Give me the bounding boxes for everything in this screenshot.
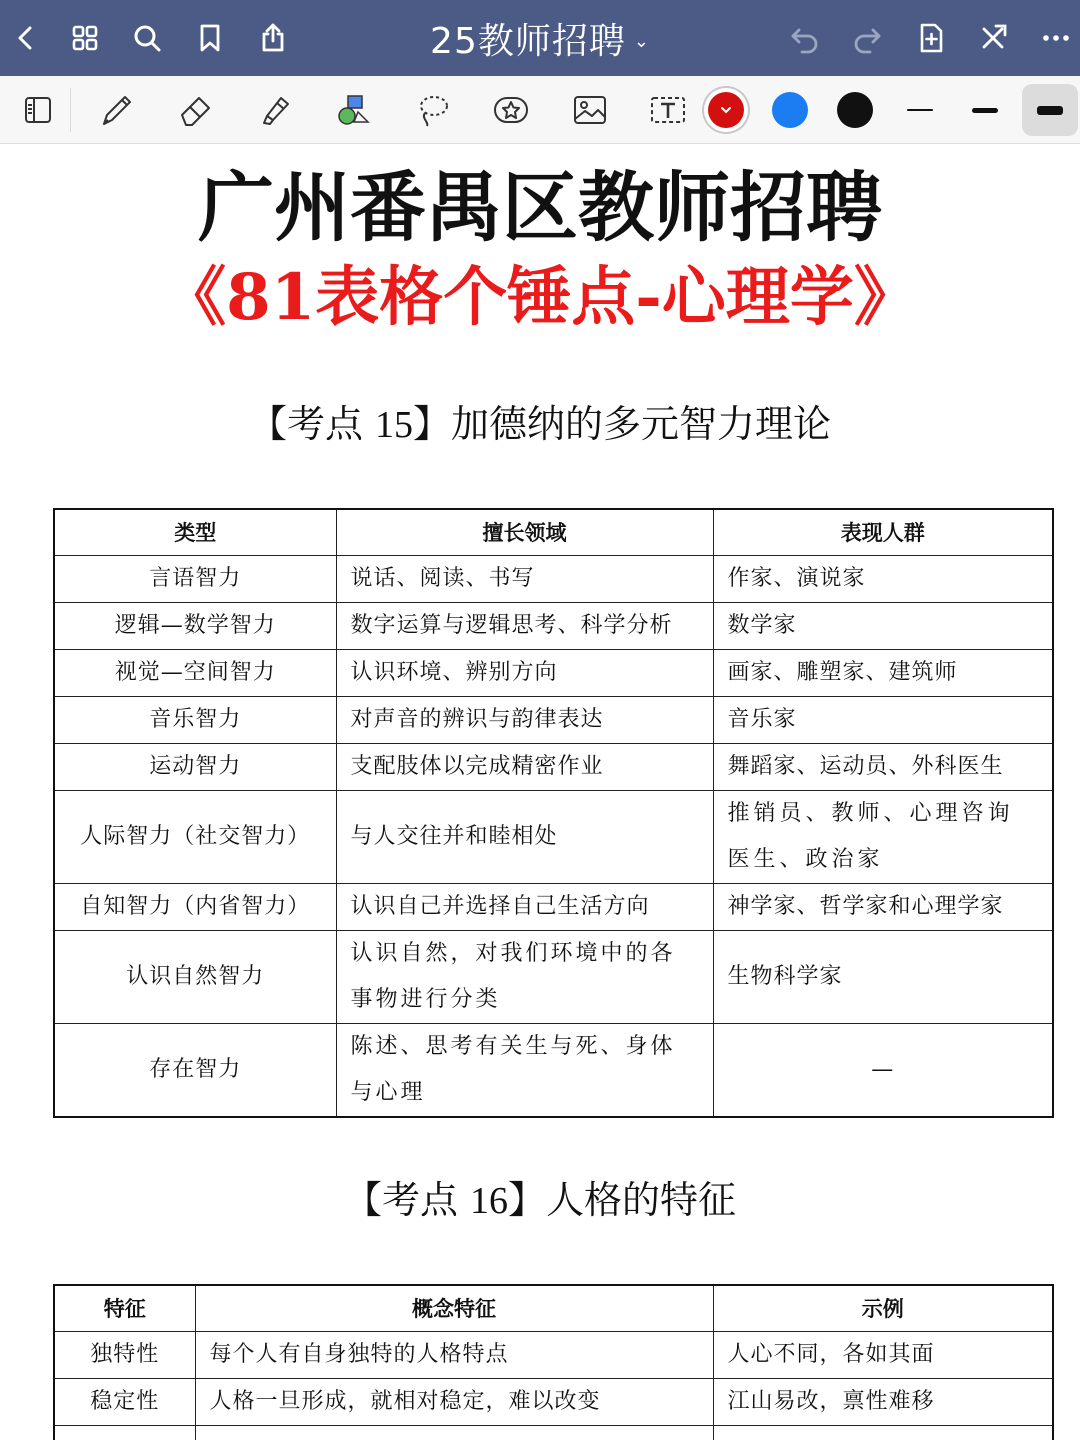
- table-row: [54, 1023, 1053, 1117]
- table-cell: 存在智力: [54, 1023, 336, 1117]
- table-row: [54, 790, 1053, 883]
- search-icon[interactable]: [121, 12, 173, 64]
- table-cell: 说话、阅读、书写: [336, 555, 713, 602]
- document-heading: 广州番禺区教师招聘: [198, 163, 882, 252]
- table-cell: 人格一旦形成，就相对稳定，难以改变: [195, 1378, 713, 1425]
- table-row: [54, 1378, 1053, 1425]
- table-cell: [54, 1425, 195, 1440]
- table-cell: [713, 1425, 1053, 1440]
- table-row: [54, 1425, 1053, 1440]
- table-row: [54, 1331, 1053, 1378]
- grid-icon[interactable]: [59, 12, 111, 64]
- column-header: 表现人群: [713, 509, 1053, 555]
- column-header: 特征: [54, 1285, 195, 1331]
- table-cell: 逻辑—数学智力: [54, 602, 336, 649]
- table-header-row: [54, 1285, 1053, 1331]
- more-icon[interactable]: [1030, 12, 1080, 64]
- table-cell: 支配肢体以完成精密作业: [336, 743, 713, 790]
- table-cell: 推销员、教师、心理咨询医生、政治家: [713, 790, 1053, 883]
- table-row: [54, 696, 1053, 743]
- stroke-thick-option[interactable]: [1022, 84, 1078, 136]
- table-cell: 神学家、哲学家和心理学家: [713, 883, 1053, 930]
- table-row: [54, 930, 1053, 1023]
- intelligence-table: [53, 508, 1054, 1118]
- table-cell: 视觉—空间智力: [54, 649, 336, 696]
- table-cell: 江山易改，禀性难移: [713, 1378, 1053, 1425]
- table-cell: 人际智力（社交智力）: [54, 790, 336, 883]
- column-header: 擅长领域: [336, 509, 713, 555]
- table-cell: 言语智力: [54, 555, 336, 602]
- table-row: [54, 555, 1053, 602]
- section-15-prefix: 【考点: [248, 402, 363, 446]
- eraser-icon[interactable]: [168, 83, 224, 137]
- document-title[interactable]: [340, 12, 740, 64]
- table-cell: 对声音的辨识与韵律表达: [336, 696, 713, 743]
- table-cell: 音乐智力: [54, 696, 336, 743]
- table-cell: —: [713, 1023, 1053, 1117]
- chevron-down-icon: ⌄: [633, 30, 650, 52]
- table-cell: 独特性: [54, 1331, 195, 1378]
- app-titlebar: [0, 0, 1080, 76]
- shapes-icon[interactable]: [326, 83, 382, 137]
- highlighter-icon[interactable]: [247, 83, 303, 137]
- table-cell: 认识自己并选择自己生活方向: [336, 883, 713, 930]
- table-cell: 画家、雕塑家、建筑师: [713, 649, 1053, 696]
- undo-icon[interactable]: [779, 12, 831, 64]
- pen-icon[interactable]: [88, 83, 144, 137]
- section-15-number: 15: [375, 404, 414, 446]
- personality-table: [53, 1284, 1054, 1440]
- stroke-thin-option[interactable]: [892, 84, 948, 136]
- color-red-swatch[interactable]: [708, 92, 744, 128]
- color-black-swatch[interactable]: [837, 92, 873, 128]
- text-box-icon[interactable]: [640, 83, 696, 137]
- color-blue-swatch[interactable]: [772, 92, 808, 128]
- annotation-toolbar: [0, 76, 1080, 144]
- redo-icon[interactable]: [841, 12, 893, 64]
- table-row: [54, 883, 1053, 930]
- share-icon[interactable]: [247, 12, 299, 64]
- table-cell: 认识自然智力: [54, 930, 336, 1023]
- table-row: [54, 649, 1053, 696]
- toolbar-divider: [70, 88, 71, 132]
- document-subheading: 《81表格个锤点-心理学》: [162, 260, 918, 335]
- table-cell: 每个人有自身独特的人格特点: [195, 1331, 713, 1378]
- section-15-title: [0, 398, 1080, 451]
- lasso-icon[interactable]: [405, 83, 461, 137]
- table-cell: 运动智力: [54, 743, 336, 790]
- close-icon[interactable]: [967, 12, 1019, 64]
- column-header: 类型: [54, 509, 336, 555]
- section-15-suffix: 】加德纳的多元智力理论: [413, 402, 832, 446]
- back-icon[interactable]: [0, 12, 52, 64]
- section-16-title: [0, 1174, 1080, 1227]
- sticker-icon[interactable]: [483, 83, 539, 137]
- table-row: [54, 743, 1053, 790]
- table-cell: 生物科学家: [713, 930, 1053, 1023]
- table-cell: 稳定性: [54, 1378, 195, 1425]
- table-cell: 数学家: [713, 602, 1053, 649]
- table-cell: 陈述、思考有关生与死、身体与心理: [336, 1023, 713, 1117]
- document-title-text: 25教师招聘: [430, 20, 626, 62]
- stroke-medium-option[interactable]: [957, 84, 1013, 136]
- section-16-prefix: 【考点: [343, 1178, 458, 1222]
- column-header: 概念特征: [195, 1285, 713, 1331]
- image-icon[interactable]: [562, 83, 618, 137]
- table-cell: 与人交往并和睦相处: [336, 790, 713, 883]
- table-cell: 自知智力（内省智力）: [54, 883, 336, 930]
- table-cell: [195, 1425, 713, 1440]
- column-header: 示例: [713, 1285, 1053, 1331]
- table-header-row: [54, 509, 1053, 555]
- table-row: [54, 602, 1053, 649]
- section-16-suffix: 】人格的特征: [508, 1178, 737, 1222]
- sidebar-icon[interactable]: [10, 83, 66, 137]
- table-cell: 数字运算与逻辑思考、科学分析: [336, 602, 713, 649]
- table-cell: 人心不同，各如其面: [713, 1331, 1053, 1378]
- table-cell: 舞蹈家、运动员、外科医生: [713, 743, 1053, 790]
- table-cell: 认识自然，对我们环境中的各事物进行分类: [336, 930, 713, 1023]
- table-cell: 认识环境、辨别方向: [336, 649, 713, 696]
- bookmark-icon[interactable]: [184, 12, 236, 64]
- table-cell: 作家、演说家: [713, 555, 1053, 602]
- section-16-number: 16: [470, 1180, 509, 1222]
- table-cell: 音乐家: [713, 696, 1053, 743]
- add-page-icon[interactable]: [905, 12, 957, 64]
